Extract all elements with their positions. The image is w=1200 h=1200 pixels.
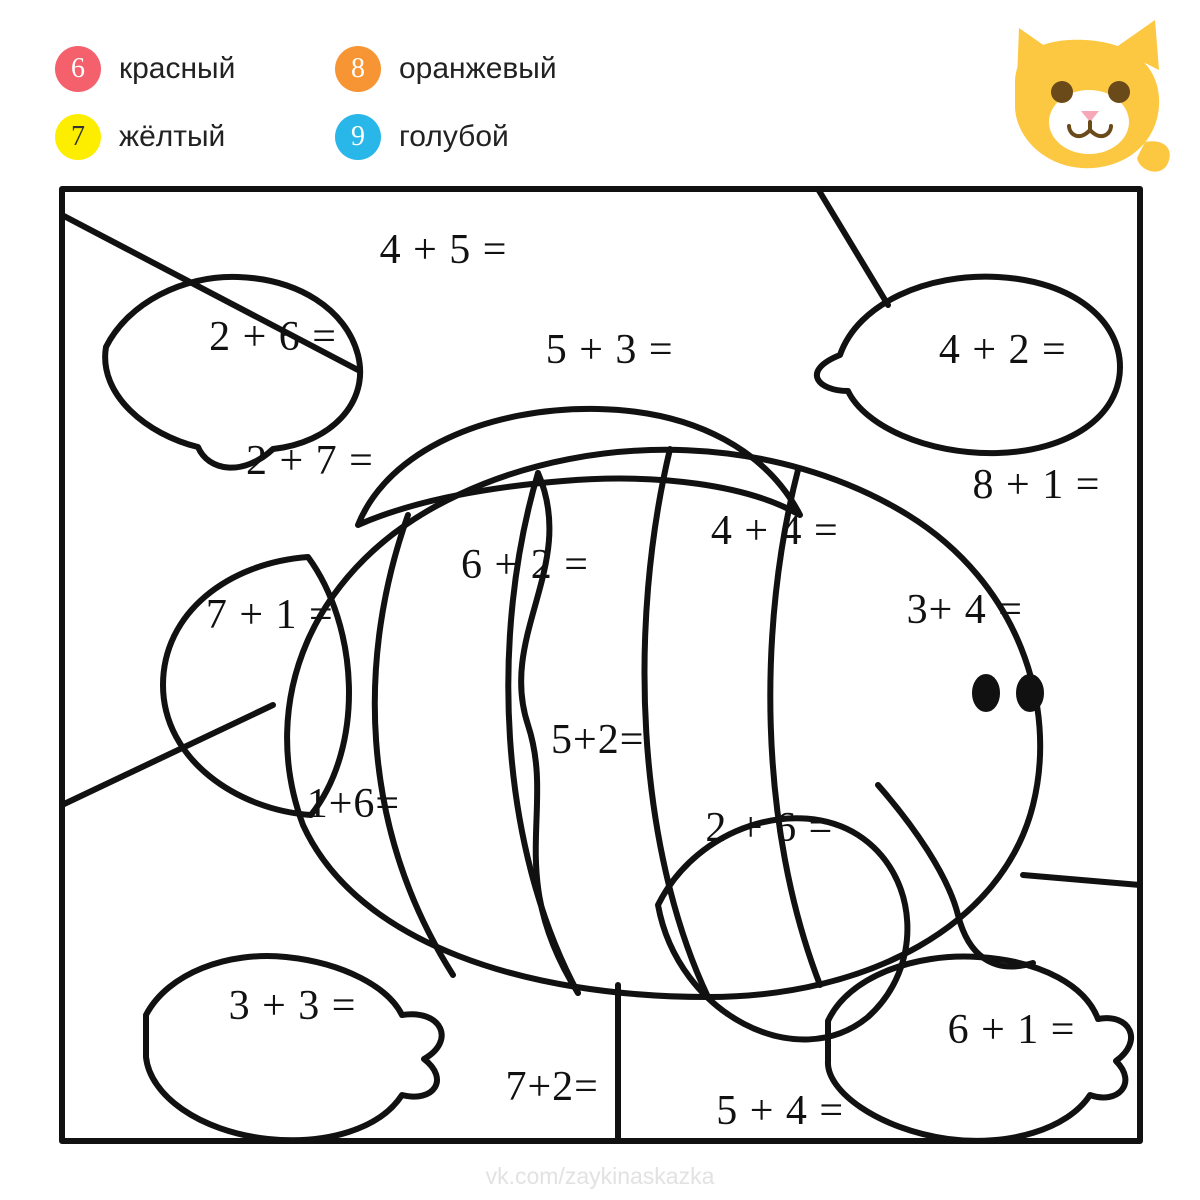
legend-item-blue [335,114,615,160]
legend-chip-9: 9 [335,114,381,160]
equation-3-4: 3+ 4 = [906,587,1023,634]
equation-5-2: 5+2= [551,716,645,763]
equation-3-3: 3 + 3 = [228,982,357,1029]
legend-item-yellow [55,114,335,160]
legend-label-red: красный [119,52,236,85]
equation-4-5: 4 + 5 = [379,227,508,274]
equation-5-4: 5 + 4 = [716,1088,845,1135]
equation-6-2: 6 + 2 = [461,542,589,589]
legend-chip-6: 6 [55,46,101,92]
coloring-worksheet [58,185,1144,1145]
equation-4-2: 4 + 2 = [938,327,1067,374]
equation-5-3: 5 + 3 = [545,327,674,374]
legend-chip-7: 7 [55,114,101,160]
equation-7-2: 7+2= [505,1064,599,1111]
legend-label-orange: оранжевый [399,52,557,85]
watermark: vk.com/zaykinaskazka [485,1163,715,1189]
legend-item-orange [335,46,615,92]
cat-mascot-icon [1007,10,1182,175]
equation-6-1: 6 + 1 = [947,1006,1076,1053]
equation-2-7: 2 + 7 = [246,438,374,485]
equation-7-1: 7 + 1 = [205,592,334,639]
legend-chip-8: 8 [335,46,381,92]
equation-1-6: 1+6= [306,781,401,828]
legend-label-yellow: жёлтый [119,120,226,153]
legend-label-blue: голубой [399,120,509,153]
legend-item-red [55,46,335,92]
equation-2-6-a: 2 + 6 = [209,313,337,360]
equation-8-1: 8 + 1 = [972,461,1101,508]
color-legend [55,35,675,171]
equation-4-4: 4 + 4 = [710,507,839,554]
equation-2-6-b: 2 + 6 = [705,805,834,852]
